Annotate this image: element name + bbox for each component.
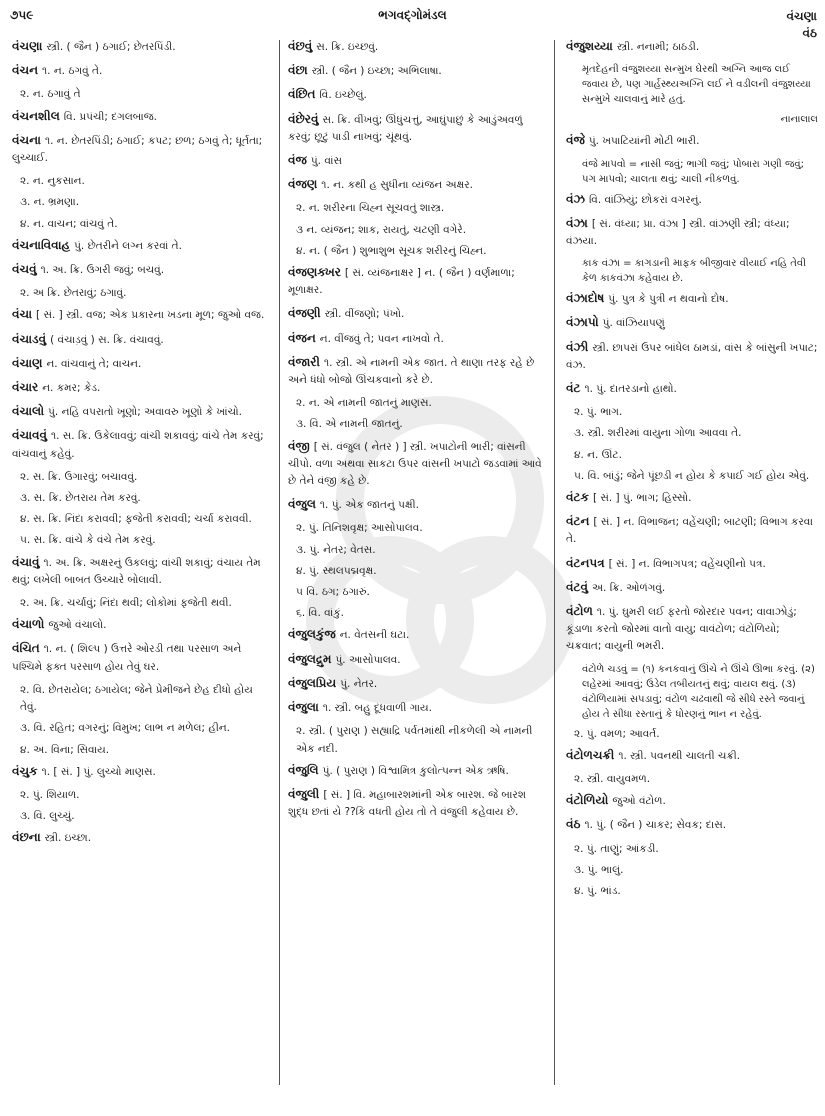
dictionary-entry: [566, 314, 818, 332]
dictionary-entry: [566, 489, 818, 507]
headword: વંચુક: [12, 763, 38, 778]
headword: વંચણા: [12, 39, 43, 53]
definition: ન. વેતસની ઘટા.: [339, 629, 410, 642]
definition: સ્ત્રી. ( જૈન ) ઠગાઈ; છેતરપિંડી.: [46, 41, 176, 53]
dictionary-entry: [12, 616, 270, 634]
headword: વંચાડવું: [12, 331, 47, 346]
dictionary-entry: [566, 603, 818, 656]
headword: વંટોળિયો: [566, 793, 609, 808]
definition: જુઓ વંટોળ.: [612, 795, 666, 808]
definition: અ. ક્રિ. ઓળંગવું.: [591, 581, 666, 594]
sub-sense: ૨. પું. ભાગ.: [574, 406, 623, 419]
definition: [ સં. ] વિ. મહાબારશમાંની એક બારશ. જે બારશ શુદ્ધ છતાં યે ??કિ વધતી હોય તો તે વંજુલી કહેવાય છે.: [288, 788, 526, 819]
definition: ૧. પું. એક જાતનું પક્ષી.: [319, 499, 419, 512]
dictionary-entry: [566, 38, 818, 56]
dictionary-entry: [288, 38, 546, 56]
definition: [ સં. ] ન. વિભાગપત્ર; વહેંચણીનો પત્ર.: [608, 557, 766, 570]
definition: [ સં. ] પું. ભાગ; હિસ્સો.: [592, 492, 692, 505]
dictionary-entry: [12, 237, 270, 255]
headword: વંચિત: [12, 641, 40, 656]
definition: પું. વાંસ: [310, 155, 342, 168]
definition: ૧. સ્ત્રી. પવનથી ચાલતી ચક્રી.: [618, 749, 741, 762]
dictionary-entry: [566, 132, 818, 150]
sub-sense: ૨. વિ. છેતરાયેલ; ઠગાયેલ; જેને પ્રેમીજને છેહ દીધો હોય તેવું.: [20, 683, 253, 714]
headword: વંજુલી: [288, 786, 320, 801]
definition: સ્ત્રી. છાપરાં ઉપર બાંધેલ ઠામડાં, વાંસ કે બાંસુની ખપાટ; વંઝ.: [566, 341, 818, 371]
definition: પું. વાંઝિયાપણું: [602, 317, 665, 330]
sub-sense: ૩. પું. નેતર; વેતસ.: [296, 543, 376, 556]
dictionary-entry: [12, 331, 270, 349]
headword: વંટનપત્ર: [566, 555, 605, 570]
dictionary-entry: [12, 403, 270, 421]
definition: પું. પુત્ર કે પુત્રી ન થવાનો દોષ.: [608, 293, 729, 306]
sub-sense: ૩. ન. ભ્રમણા.: [20, 196, 80, 209]
headword: વંજી: [288, 438, 310, 453]
sub-sense: ૩ ન. વ્યંજન; શાક, રાયતું, ચટણી વગેરે.: [296, 223, 467, 236]
usage-quote: વંટોળે ચડવું = (૧) કનકવાનું ઊંચે ને ઊંચે ઊભા કરવું. (૨) લહેરમાં આવવું; ઉડેલ તબીયતનું થવું; વાયલ થવું. (૩) વંટોળિયામાં સપડાવું; વંટોળ ચઢવાથી જે સીધે રસ્તે જવાનું હોય તે સીધા રસ્તાનું કે ધોરણનું ભાન ન રહેવું.: [582, 663, 815, 720]
headword: વંચાલો: [12, 404, 45, 419]
page-title: ભગવદ્ગોમંડલ: [378, 8, 447, 22]
headword: વંછા: [288, 63, 308, 78]
headword: વંજુશય્યા: [566, 39, 613, 53]
sub-sense: ૪. પું. ભાંડ.: [574, 885, 621, 898]
sub-sense: ૪. સ. ક્રિ. નિંદા કરાવવી; ફજેતી કરાવવી; ચર્ચા કરાવવી.: [20, 513, 252, 526]
headword: વંજુલિ: [288, 762, 319, 777]
definition: પું. નહિ વપરાતો ખૂણો; અવાવરુ ખૂણો કે ખાંચો.: [48, 406, 242, 419]
sub-sense: ૨. પું. તિનિશવૃક્ષ; આસોપાલવ.: [296, 522, 423, 535]
dictionary-entry: [288, 675, 546, 693]
dictionary-entry: [12, 763, 270, 781]
sub-sense: ૩. વિ. લુચ્ચું.: [20, 810, 75, 823]
headword: વંચનશીલ: [12, 108, 60, 123]
headword: વંજ: [288, 153, 307, 168]
headword: વંચાર: [12, 380, 39, 395]
dictionary-entry: [566, 290, 818, 308]
dictionary-entry: [12, 554, 270, 589]
headword: વંચન: [12, 63, 39, 78]
sub-sense: ૨. પું. વમળ; આવર્ત.: [574, 727, 660, 740]
headword: વંઝી: [566, 339, 589, 354]
sub-sense: ૨. સ્ત્રી. વાયુવમળ.: [574, 773, 651, 786]
dictionary-entry: [12, 640, 270, 675]
definition: સ્ત્રી. ( જૈન ) ઇચ્છા; અભિલાષા.: [311, 65, 442, 78]
headword: વંછના: [12, 830, 41, 845]
column-2: [288, 38, 546, 827]
dictionary-entry: [288, 62, 546, 80]
dictionary-entry: [288, 176, 546, 194]
headword: વંચા: [12, 307, 33, 322]
dictionary-entry: [288, 762, 546, 780]
dictionary-entry: [566, 380, 818, 398]
definition: વિ. પ્રપંચી; દગલબાજ.: [63, 110, 158, 123]
headword: વંજન: [288, 330, 316, 345]
guide-word-first: વંચણા: [786, 9, 817, 23]
page-number: ૭૫૯: [10, 8, 34, 22]
dictionary-entry: [566, 792, 818, 810]
definition: ૧. [ સં. ] પું. લુચ્ચો માણસ.: [41, 765, 156, 778]
usage-quote: કાક વંઝા = કાગડાની માફક બીજીવાર વીયાઈ નહિ તેવી કેળ કાકવંઝા કહેવાય છે.: [582, 258, 806, 285]
column-3: [566, 38, 818, 904]
headword: વંચાળો: [12, 617, 45, 632]
guide-words: [787, 8, 817, 42]
definition: ૧. પું. ઘુમરી લઈ ફરતો જોરદાર પવન; વાવાઝોડું; કૂંડાળા કરતો જોરમાં વાતો વાયુ; વાવંટોળ; વંટોળિયો; ચક્રવાત; વાયુની ભમરી.: [566, 606, 797, 653]
dictionary-entry: [566, 215, 818, 250]
sub-sense: ૫ વિ. ઠગ; ઠગારું.: [296, 586, 370, 599]
headword: વંછેરવું: [288, 111, 319, 126]
definition: સ્ત્રી. નનામી; ઠાઠડી.: [616, 41, 700, 53]
definition: સ. ક્રિ. ઇચ્છવું.: [316, 41, 379, 53]
sub-sense: ૨. ન. શરીરના ચિહ્ન સૂચવતું શાસ્ત્ર.: [296, 202, 445, 215]
definition: ૧. ન. ( શિલ્પ ) ઉત્તરે ઓરડી તથા પરસાળ અને પશ્ચિમે ફક્ત પરસાળ હોય તેવું ઘર.: [12, 643, 242, 673]
definition: ૧. ન. ઠગવું તે.: [42, 65, 103, 78]
definition: સ્ત્રી. વીંજણો; પંખો.: [324, 308, 405, 321]
sub-sense: ૨. અ. ક્રિ. ચર્ચાવું; નિંદા થવી; લોકોમાં ફજેતી થવી.: [20, 597, 232, 610]
dictionary-entry: [12, 379, 270, 397]
definition: ૧. અ. ક્રિ. ઉગરી જવું; બચવું.: [40, 264, 165, 277]
headword: વંટક: [566, 490, 589, 505]
usage-quote: મૃતદેહની વંજુશય્યા સન્મુખ ઘેરથી અગ્નિ આજ લઈ જવાય છે, પણ ગાર્હસ્થ્યઅગ્નિ લઈ ને વડીલની વંજુશય્યા સન્મુખે ચાલવાનું મારે હતું.: [582, 64, 811, 106]
definition: ૧. પું. ( જૈન ) ચાકર; સેવક; દાસ.: [584, 819, 727, 832]
headword: વંજુલદ્રુમ: [288, 651, 332, 666]
dictionary-entry: [288, 626, 546, 644]
headword: વંઝાદોષ: [566, 291, 605, 306]
headword: વંજે: [566, 133, 585, 148]
definition: ૧. સ્ત્રી. એ નામની એક જાત. તે થાણા તરફ રહે છે અને ધંધો બોજો ઊંચકવાનો કરે છે.: [288, 356, 535, 387]
definition: [ સં. વ્યંજનાક્ષર ] ન. ( જૈન ) વર્ણમાળા; મૂળાક્ષર.: [288, 267, 515, 297]
guide-word-last: વંઠ: [802, 26, 817, 40]
definition: [ સં. ] સ્ત્રી. વજ; એક પ્રકારના ખડના મૂળ; જુઓ વજ.: [36, 309, 265, 322]
dictionary-entry: [12, 38, 270, 56]
definition: ન. વાંચવાનું તે; વાચન.: [46, 357, 142, 370]
dictionary-entry: [12, 261, 270, 279]
dictionary-entry: [288, 496, 546, 514]
dictionary-entry: [566, 747, 818, 765]
sub-sense: ૫. સ. ક્રિ. વાંચે કે વંચે તેમ કરવું.: [20, 534, 156, 547]
definition: ૧. ન. કથી હ સુધીના વ્યંજન અક્ષર.: [321, 179, 473, 192]
headword: વંછવું: [288, 39, 313, 53]
headword: વંચનાવિવાહ: [12, 237, 71, 252]
definition: વિ. ઇચ્છેલું.: [319, 89, 367, 102]
dictionary-entry: [288, 354, 546, 389]
page-header: [0, 0, 825, 40]
dictionary-entry: [12, 132, 270, 167]
sub-sense: ૩. વિ. એ નામની જાતનું.: [296, 418, 403, 431]
sub-sense: ૪. અ. વિના; સિવાય.: [20, 743, 110, 756]
headword: વંચાવું: [12, 554, 40, 569]
column-divider: [554, 40, 555, 1085]
dictionary-entry: [288, 111, 546, 146]
headword: વંટન: [566, 514, 590, 529]
headword: વંજણક્ખર: [288, 265, 341, 280]
headword: વંટોળચક્રી: [566, 747, 615, 762]
dictionary-entry: [288, 438, 546, 491]
headword: વંજણી: [288, 306, 321, 321]
headword: વંઝા: [566, 215, 588, 230]
headword: વંજુલકુંજ: [288, 627, 336, 642]
definition: ૧. પું. દાતરડાનો હાથો.: [584, 383, 677, 396]
dictionary-entry: [12, 108, 270, 126]
sub-sense: ૫. વિ. બાંડું; જેને પૂંછડી ન હોય કે કપાઈ ગઈ હોય એવું.: [574, 469, 810, 482]
dictionary-entry: [566, 513, 818, 548]
definition: પું. નેતર.: [340, 677, 378, 690]
definition: ૧. ન. છેતરપિંડી; ઠગાઈ; કપટ; છળ; ઠગવું તે; ધૂર્તતા; લુચ્ચાઈ.: [12, 134, 263, 165]
dictionary-entry: [288, 330, 546, 348]
dictionary-entry: [288, 152, 546, 170]
definition: ( વંચાડ઼વું ) સ. ક્રિ. વંચાવવું.: [50, 333, 164, 346]
sub-sense: ૨. ન. ઠગાવું તે: [20, 88, 81, 101]
definition: [ સં. વંધ્યા; પ્રા. વંઝા ] સ્ત્રી. વાંઝણી સ્ત્રી; વંધ્યા; વંઝયા.: [566, 217, 790, 248]
dictionary-entry: [288, 786, 546, 821]
definition: પું. આસોપાલવ.: [335, 653, 401, 666]
column-1: [12, 38, 270, 854]
headword: વંજુલા: [288, 700, 319, 715]
headword: વંછિત: [288, 87, 316, 102]
headword: વંચાવવું: [12, 428, 47, 443]
sub-sense: ૨. પું. શિયાળ.: [20, 788, 80, 801]
dictionary-entry: [12, 62, 270, 80]
dictionary-entry: [566, 816, 818, 834]
definition: ૧. અ. ક્રિ. અક્ષરનું ઉકલવું; વાંચી શકાવું; વંચાય તેમ થવું; લખેલી બાબત ઉચ્ચારે બોલાવી.: [12, 556, 261, 586]
quote-attribution: નાનાલાલ: [780, 114, 818, 126]
dictionary-entry: [12, 427, 270, 462]
sub-sense: ૩. સ. ક્રિ. છેતરાય તેમ કરવું.: [20, 492, 141, 505]
definition: ૧. સ. ક્રિ. ઉકેલાવવું; વાંચી શકાવવું; વાંચે તેમ કરવું; વાંચવાનું કહેવું.: [12, 430, 264, 460]
definition: જુઓ વંચાલો.: [48, 619, 107, 632]
dictionary-entry: [566, 579, 818, 597]
definition: વિ. વાંઝિયું; છોકરાં વગરનું.: [588, 193, 702, 206]
definition: સ. ક્રિ. વીંખવું; ઊંધુંચત્તું, આઘુંપાછું કે આડુંઅવળું કરવું; છૂટું પાડી નાખવું; ચૂંથવું.: [288, 113, 523, 143]
sub-sense: ૩. વિ. રહિત; વગરનું; વિમુખ; લાભ ન મળેલ; હીન.: [20, 722, 230, 735]
sub-sense: ૨. પું. તાણું; આંકડી.: [574, 842, 659, 855]
dictionary-entry: [288, 86, 546, 104]
dictionary-entry: [566, 339, 818, 374]
headword: વંઠ: [566, 817, 581, 832]
sub-sense: ૬. વિ. વાંકું.: [296, 607, 345, 620]
dictionary-entry: [12, 829, 270, 847]
definition: પું. છેતરીને લગ્ન કરવાં તે.: [74, 239, 182, 252]
column-divider: [279, 40, 280, 1085]
headword: વંટ: [566, 381, 581, 396]
headword: વંચવું: [12, 262, 37, 277]
sub-sense: ૪. ન. વાચન; વાંચવું તે.: [20, 217, 118, 230]
headword: વંટવું: [566, 579, 588, 594]
headword: વંજણ: [288, 177, 318, 192]
dictionary-entry: [566, 555, 818, 573]
dictionary-entry: [288, 699, 546, 717]
sub-sense: ૪. પું. સ્થલપદ્મવૃક્ષ.: [296, 564, 377, 577]
dictionary-entry: [12, 355, 270, 373]
definition: સ્ત્રી. ઇચ્છા.: [44, 832, 92, 845]
sub-sense: ૪. ન. ઊંટ.: [574, 448, 622, 461]
dictionary-entry: [12, 306, 270, 324]
headword: વંચાણ: [12, 355, 43, 370]
sub-sense: ૪. ન. ( જૈન ) શુભાશુભ સૂચક શરીરનું ચિહ્ન.: [296, 244, 487, 257]
headword: વંજુલ: [288, 497, 316, 512]
definition: ન. વીંજવું તે; પવન નાખવો તે.: [319, 332, 444, 345]
usage-quote: વંજે માપવો = નાસી જવું; ભાગી જવું; પોબારા ગણી જવું; પગ માપવો; ચાલતા થવું; ચાલી નીકળવું.: [582, 158, 805, 185]
definition: પું. ( પુરાણ ) વિશ્વામિત્ર કુલોત્પન્ન એક ઋષિ.: [322, 764, 509, 777]
dictionary-entry: [288, 305, 546, 323]
definition: પું. ખપાટિયાંની મોટી ભારી.: [588, 135, 700, 148]
headword: વંટોળ: [566, 604, 593, 619]
headword: વંઝાપો: [566, 315, 599, 330]
definition: ૧. સ્ત્રી. બહુ દૂધવાળી ગાય.: [322, 702, 432, 715]
definition: [ સં. ] ન. વિભાજન; વહેંચણી; બાટણી; વિભાગ કરવા તે.: [566, 516, 813, 546]
dictionary-entry: [288, 264, 546, 299]
headword: વંજુલપ્રિય: [288, 675, 337, 690]
headword: વંઝ: [566, 191, 585, 206]
definition: [ સં. વંજુલ ( નેતર ) ] સ્ત્રી. ખપાટોની ભારી; વાંસની ચીપો. વળા અથવા સાકટા ઉપર વાંસની ખપાટો જડવામાં આવે છે તેને વંજી કહે છે.: [288, 440, 542, 488]
sub-sense: ૩. પું. ભાલું.: [574, 863, 624, 876]
sub-sense: ૨. સ. ક્રિ. ઉગારવું; બચાવવું.: [20, 470, 138, 483]
headword: વંચના: [12, 132, 41, 147]
dictionary-entry: [288, 651, 546, 669]
sub-sense: ૩. સ્ત્રી. શરીરમાં વાયુના ગોળા આવવા તે.: [574, 427, 742, 440]
sub-sense: ૨. ન. એ નામની જાતનું માણસ.: [296, 397, 432, 410]
dictionary-entry: [566, 191, 818, 209]
definition: ન. કમર; કેડ.: [42, 382, 101, 395]
sub-sense: ૨. ન. નુકસાન.: [20, 175, 85, 188]
sub-sense: ૨. અ ક્રિ. છેતરાવું; ઠગાવું.: [20, 287, 127, 300]
headword: વંજારી: [288, 354, 320, 369]
sub-sense: ૨. સ્ત્રી. ( પુરાણ ) સહ્યાદ્રિ પર્વતમાંથી નીકળેલી એ નામની એક નદી.: [296, 725, 533, 755]
